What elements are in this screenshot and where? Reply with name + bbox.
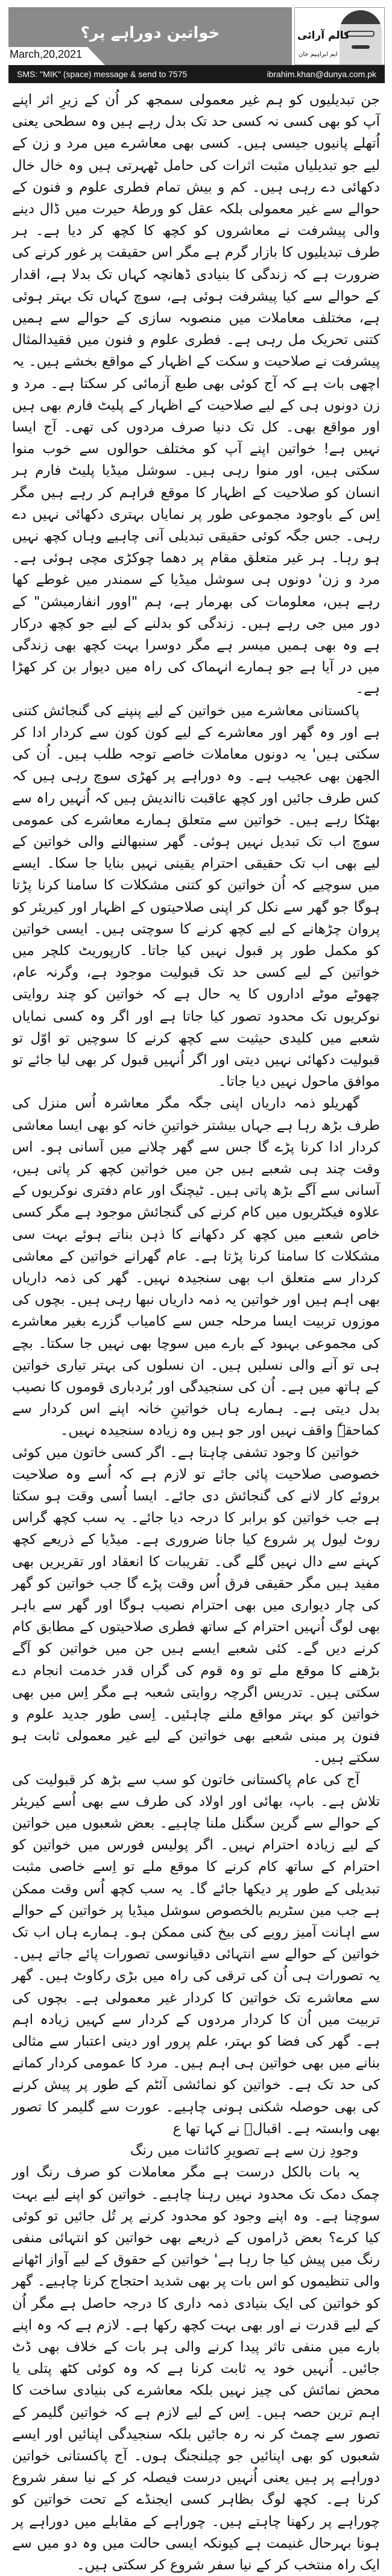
paragraph: خواتین کا وجود تشفی چاہتا ہے۔ اگر کسی خاتون میں کوئی خصوصی صلاحیت پائی جائے تو لازم ہے کہ اُسے وہ صلاحیت بروئے کار لانے کی گنجائش دی جائے۔ ایسا اُسی وقت ہو سکتا ہے جب خواتین کو برابر کا درجہ دیا جائے۔ یہ سب کچھ گراس روٹ لیول پر شروع کیا جانا ضروری ہے۔ میڈیا کے ذریعے کچھ کہنے سے دال نہیں گلے گی۔ تقریبات کا انعقاد اور تقریریں بھی مفید ہیں مگر حقیقی فرق اُس وقت پڑے گا جب خواتین کو گھر کی چار دیواری میں بھی احترام نصیب ہوگا اور گھر سے باہر بھی لوگ اُنہیں احترام کے ساتھ فطری صلاحیتوں کے مطابق کام کرنے دیں گے۔ کئی شعبے ایسے ہیں جن میں خواتین کو آگے بڑھنے کا موقع ملے تو وہ قوم کی گراں قدر خدمت انجام دے سکتی ہیں۔ تدریس اگرچہ روایتی شعبہ ہے مگر اِس میں بھی خواتین کو بہتر مواقع ملنے چاہئیں۔ اِسی طور جدید علوم و فنون پر مبنی شعبے بھی خواتین کے لیے غیر معمولی ثابت ہو سکتے ہیں۔ bbox=[12, 1444, 380, 1766]
author-email[interactable]: ibrahim.khan@dunya.com.pk bbox=[267, 69, 376, 79]
paragraph: یہ بات بالکل درست ہے مگر معاملات کو صرف رنگ اور چمک دمک تک محدود نہیں رہنا چاہیے۔ خواتین کو اپنے لیے بہت سوچنا ہے۔ وہ اپنے وجود کو محدود کرنے پر تُل جائیں تو کوئی کیا کرے؟ بعض ڈراموں کے ذریعے بھی خواتین کو انتہائی منفی رنگ میں پیش کیا جا رہا ہے' خواتین کے حقوق کے لیے آواز اٹھانے والی تنظیموں کو اس بات پر بھی شدید احتجاج کرنا چاہیے۔ گھر کو خواتین کی ایک بنیادی ذمہ داری کا درجہ حاصل ہے مگر اُن کے لیے قدرت نے اور بھی بہت کچھ رکھا ہے۔ لازم ہے کہ وہ اپنے بارے میں منفی تاثر پیدا کرنے والی ہر بات کے خلاف بھی ڈٹ جائیں۔ اُنہیں خود یہ ثابت کرنا ہے کہ وہ کوئی کٹھ پتلی یا محض نمائش کی چیز نہیں بلکہ معاشرے کی بنیادی ساخت کا اہم ترین حصہ ہیں۔ اِس کے لیے لازم ہے کہ خواتین گلیمر کے تصور سے چمٹ کر نہ رہ جائیں بلکہ سنجیدگی اپنائیں اور ایسے شعبوں کو بھی اپنائیں جو چیلنجنگ ہوں۔ آج پاکستانی خواتین دوراہے پر ہیں یعنی اُنہیں درست فیصلہ کر کے نیا سفر شروع کرنا ہے۔ کچھ لوگ بظاہر کسی ایجنڈے کے تحت خواتین کو چوراہے پر رکھنا چاہتے ہیں۔ چوراہے کے مقابلے میں دوراہے پر ہونا بہرحال غنیمت ہے کیونکہ ایسی حالت میں وہ دو میں سے ایک راہ منتخب کر کے نیا سفر شروع کر سکتی ہیں۔ bbox=[12, 2164, 380, 2573]
contact-bar bbox=[8, 65, 385, 83]
column-brand: کالم آرائی bbox=[297, 30, 350, 42]
sms-instructions: SMS: "MIK" (space) message & send to 7575 bbox=[17, 69, 188, 79]
paragraph: گھریلو ذمہ داریاں اپنی جگہ مگر معاشرہ اُس منزل کی طرف بڑھ رہا ہے جہاں بیشتر خواتینِ خانہ کو بھی ایسا معاشی کردار ادا کرنا پڑے گا جس سے گھر چلانے میں آسانی ہو۔ اس وقت چند ہی شعبے ہیں جن میں خواتین کچھ کر پاتی ہیں، آسانی سے آگے بڑھ پاتی ہیں۔ ٹیچنگ اور عام دفتری نوکریوں کے علاوہ فیکٹریوں میں کام کرنے کی گنجائش موجود ہے مگر کسی خاص شعبے میں کچھ کر دکھانے کا ذہن بناتے ہوئے بہت سی مشکلات کا سامنا کرنا پڑتا ہے۔ عام گھرانے خواتین کے معاشی کردار سے متعلق اب بھی سنجیدہ نہیں۔ گھر کی ذمہ داریاں بھی اہم ہیں اور خواتین یہ ذمہ داریاں نبھا رہی ہیں۔ بچوں کی موزوں تربیت ایسا مرحلہ جس سے کامیاب گزرے بغیر معاشرے کی مجموعی بہبود کے بارے میں سوچا بھی نہیں جا سکتا۔ بچے ہی تو آنے والی نسلیں ہیں۔ ان نسلوں کی بہتر تیاری خواتین کے ہاتھ میں ہے۔ اُن کی سنجیدگی اور بُردباری قوموں کا نصیب بدل دیتی ہے۔ ہمارے ہاں خواتینِ خانہ اپنے اس کردار سے کماحقہٗ واقف نہیں اور جو ہیں وہ زیادہ سنجیدہ نہیں۔ bbox=[12, 1095, 380, 1439]
paragraph: آج کی عام پاکستانی خاتون کو سب سے بڑھ کر قبولیت کی تلاش ہے۔ باپ، بھائی اور اولاد کی طرف سے بھی اُسے کیریئر کے حوالے سے گرین سگنل ملنا چاہیے۔ بعض شعبوں میں خواتین کے لیے زیادہ احترام نہیں۔ اگر پولیس فورس میں خواتین کو احترام کے ساتھ کام کرنے کا موقع ملے تو اِسے خاصی مثبت تبدیلی کے طور پر دیکھا جائے گا۔ یہ سب کچھ اُس وقت ممکن ہے جب مین سٹریم بالخصوص سوشل میڈیا پر خواتین کے حوالے سے اہانت آمیز رویے کی بیخ کنی ممکن ہو۔ ہمارے ہاں اب تک خواتین کے حوالے سے انتہائی دقیانوسی تصورات پائے جاتے ہیں۔ یہ تصورات ہی اُن کی ترقی کی راہ میں بڑی رکاوٹ ہیں۔ گھر سے معاشرے تک خواتین کا کردار غیر معمولی ہے۔ بچوں کی تربیت میں اُن کا کردار مردوں کے کردار سے کہیں زیادہ اہم ہے۔ گھر کی فضا کو بہتر، علم پرور اور دینی اعتبار سے مثالی بنانے میں بھی خواتین ہی اہم ہیں۔ مرد کا عمومی کردار کمانے کی حد تک ہے۔ خواتین کو نمائشی آئٹم کے طور پر پیش کرنے کی بھی حوصلہ شکنی ہونی چاہیے۔ عورت سے گلیمر کا تصور بھی وابستہ ہے۔ اقبالؔ نے کہا تھا ع bbox=[12, 1772, 380, 2137]
article-body bbox=[12, 89, 380, 2576]
column-header bbox=[6, 5, 386, 89]
glasses-icon bbox=[347, 31, 375, 37]
paragraph: جن تبدیلیوں کو ہم غیر معمولی سمجھ کر اُن کے زیرِ اثر اپنے آپ کو بھی کسی نہ کسی حد تک بدل رہے ہیں وہ سطحی یعنی اُتھلے پانیوں جیسی ہیں۔ کسی بھی معاشرے میں مرد و زن کے لیے جو تبدیلیاں مثبت اثرات کی حامل ٹھہرتی ہیں وہ خال خال دکھائی دے رہی ہیں۔ کم و بیش تمام فطری علوم و فنون کے حوالے سے غیر معمولی بلکہ عقل کو ورطۂ حیرت میں ڈال دینے والی پیشرفت نے معاشروں کو کچھ کا کچھ کر دیا ہے۔ ہر طرف تبدیلیوں کا بازار گرم ہے مگر اس حقیقت پر غور کرنے کی ضرورت ہے کہ زندگی کا بنیادی ڈھانچہ کہاں تک بدلا ہے، اقدار کے حوالے سے کیا پیشرفت ہوئی ہے، سوچ کہاں تک بہتر ہوئی ہے، مختلف معاملات میں منصوبہ سازی کے حوالے سے ہمیں کتنی تحریک مل رہی ہے۔ فطری علوم و فنون میں فقیدالمثال پیشرفت نے صلاحیت و سکت کے اظہار کے مواقع بخشے ہیں۔ یہ اچھی بات ہے کہ آج کوئی بھی طبع آزمائی کر سکتا ہے۔ مرد و زن دونوں ہی کے لیے صلاحیت کے اظہار کے پلیٹ فارم بھی ہیں اور مواقع بھی۔ کل تک دنیا صرف مردوں کی تھی۔ آج ایسا نہیں ہے! خواتین اپنے آپ کو مختلف حوالوں سے خوب منوا سکتی ہیں، اور منوا رہی ہیں۔ سوشل میڈیا پلیٹ فارم ہر انسان کو صلاحیت کے اظہار کا موقع فراہم کر رہے ہیں مگر اِس کے باوجود مجموعی طور پر نمایاں بہتری دکھائی نہیں دے رہی۔ جس جگہ کوئی حقیقی تبدیلی آنی چاہیے وہاں کچھ نہیں ہو رہا۔ ہر غیر متعلق مقام پر دھما چوکڑی مچی ہوئی ہے۔ مرد و زن' دونوں ہی سوشل میڈیا کے سمندر میں غوطے کھا رہے ہیں، معلومات کی بھرمار ہے، ہم "اوور انفارمیشن" کے دور میں جی رہے ہیں۔ زندگی کو بدلنے کے لیے جو کچھ درکار ہے وہ بھی ہمیں میسر ہے مگر دوسرا بہت کچھ بھی زندگی میں در آیا ہے جو ہمارے انہماک کی راہ میں دیوار بن کر کھڑا ہے۔ bbox=[12, 92, 380, 697]
column-title: خواتین دوراہے پر؟ bbox=[80, 24, 220, 42]
publish-date: March,20,2021 bbox=[10, 48, 83, 60]
author-box bbox=[294, 7, 385, 65]
mustache-shape bbox=[352, 45, 370, 49]
paragraph: پاکستانی معاشرے میں خواتین کے لیے پنپنے کی گنجائش کتنی ہے اور وہ گھر اور معاشرے کے لیے کون کون سے کردار ادا کر سکتی ہیں' یہ دونوں معاملات خاصے توجہ طلب ہیں۔ اُن کی الجھن بھی عجیب ہے۔ وہ دوراہے پر کھڑی سوچ رہی ہیں کہ کس طرف جائیں اور کچھ عاقبت نااندیش ہیں کہ اُنہیں راہ سے بھٹکا رہے ہیں۔ خواتین سے متعلق ہمارے معاشرے کی عمومی سوچ اب تک تبدیل نہیں ہوئی۔ گھر سنبھالنے والی خواتین کے لیے بھی اب تک حقیقی احترام یقینی نہیں بنایا جا سکا۔ ایسے میں سوچیے کہ اُن خواتین کو کتنی مشکلات کا سامنا کرنا پڑتا ہوگا جو گھر سے نکل کر اپنی صلاحیتوں کے اظہار اور کیریئر کو پروان چڑھانے کے لیے کچھ کرنے کا سوچتی ہیں۔ ایسی خواتین کو مکمل طور پر قبول نہیں کیا جاتا۔ کارپوریٹ کلچر میں خواتین کے لیے کسی حد تک قبولیت موجود ہے، وگرنہ عام، چھوٹے موٹے اداروں کا یہ حال ہے کہ خواتین کو چند روایتی نوکریوں تک محدود تصور کیا جاتا ہے اور اگر وہ کسی نمایاں شعبے میں کلیدی حیثیت سے کچھ کرنے کا سوچیں تو اوّل تو قبولیت دکھائی نہیں دیتی اور اگر اُنہیں قبول کر بھی لیا جائے تو موافق ماحول نہیں دیا جاتا۔ bbox=[12, 703, 380, 1090]
poetry-verse: وجودِ زن سے ہے تصویرِ کائنات میں رنگ bbox=[130, 2143, 359, 2159]
author-name: ایم ابراہیم خان bbox=[299, 51, 338, 58]
